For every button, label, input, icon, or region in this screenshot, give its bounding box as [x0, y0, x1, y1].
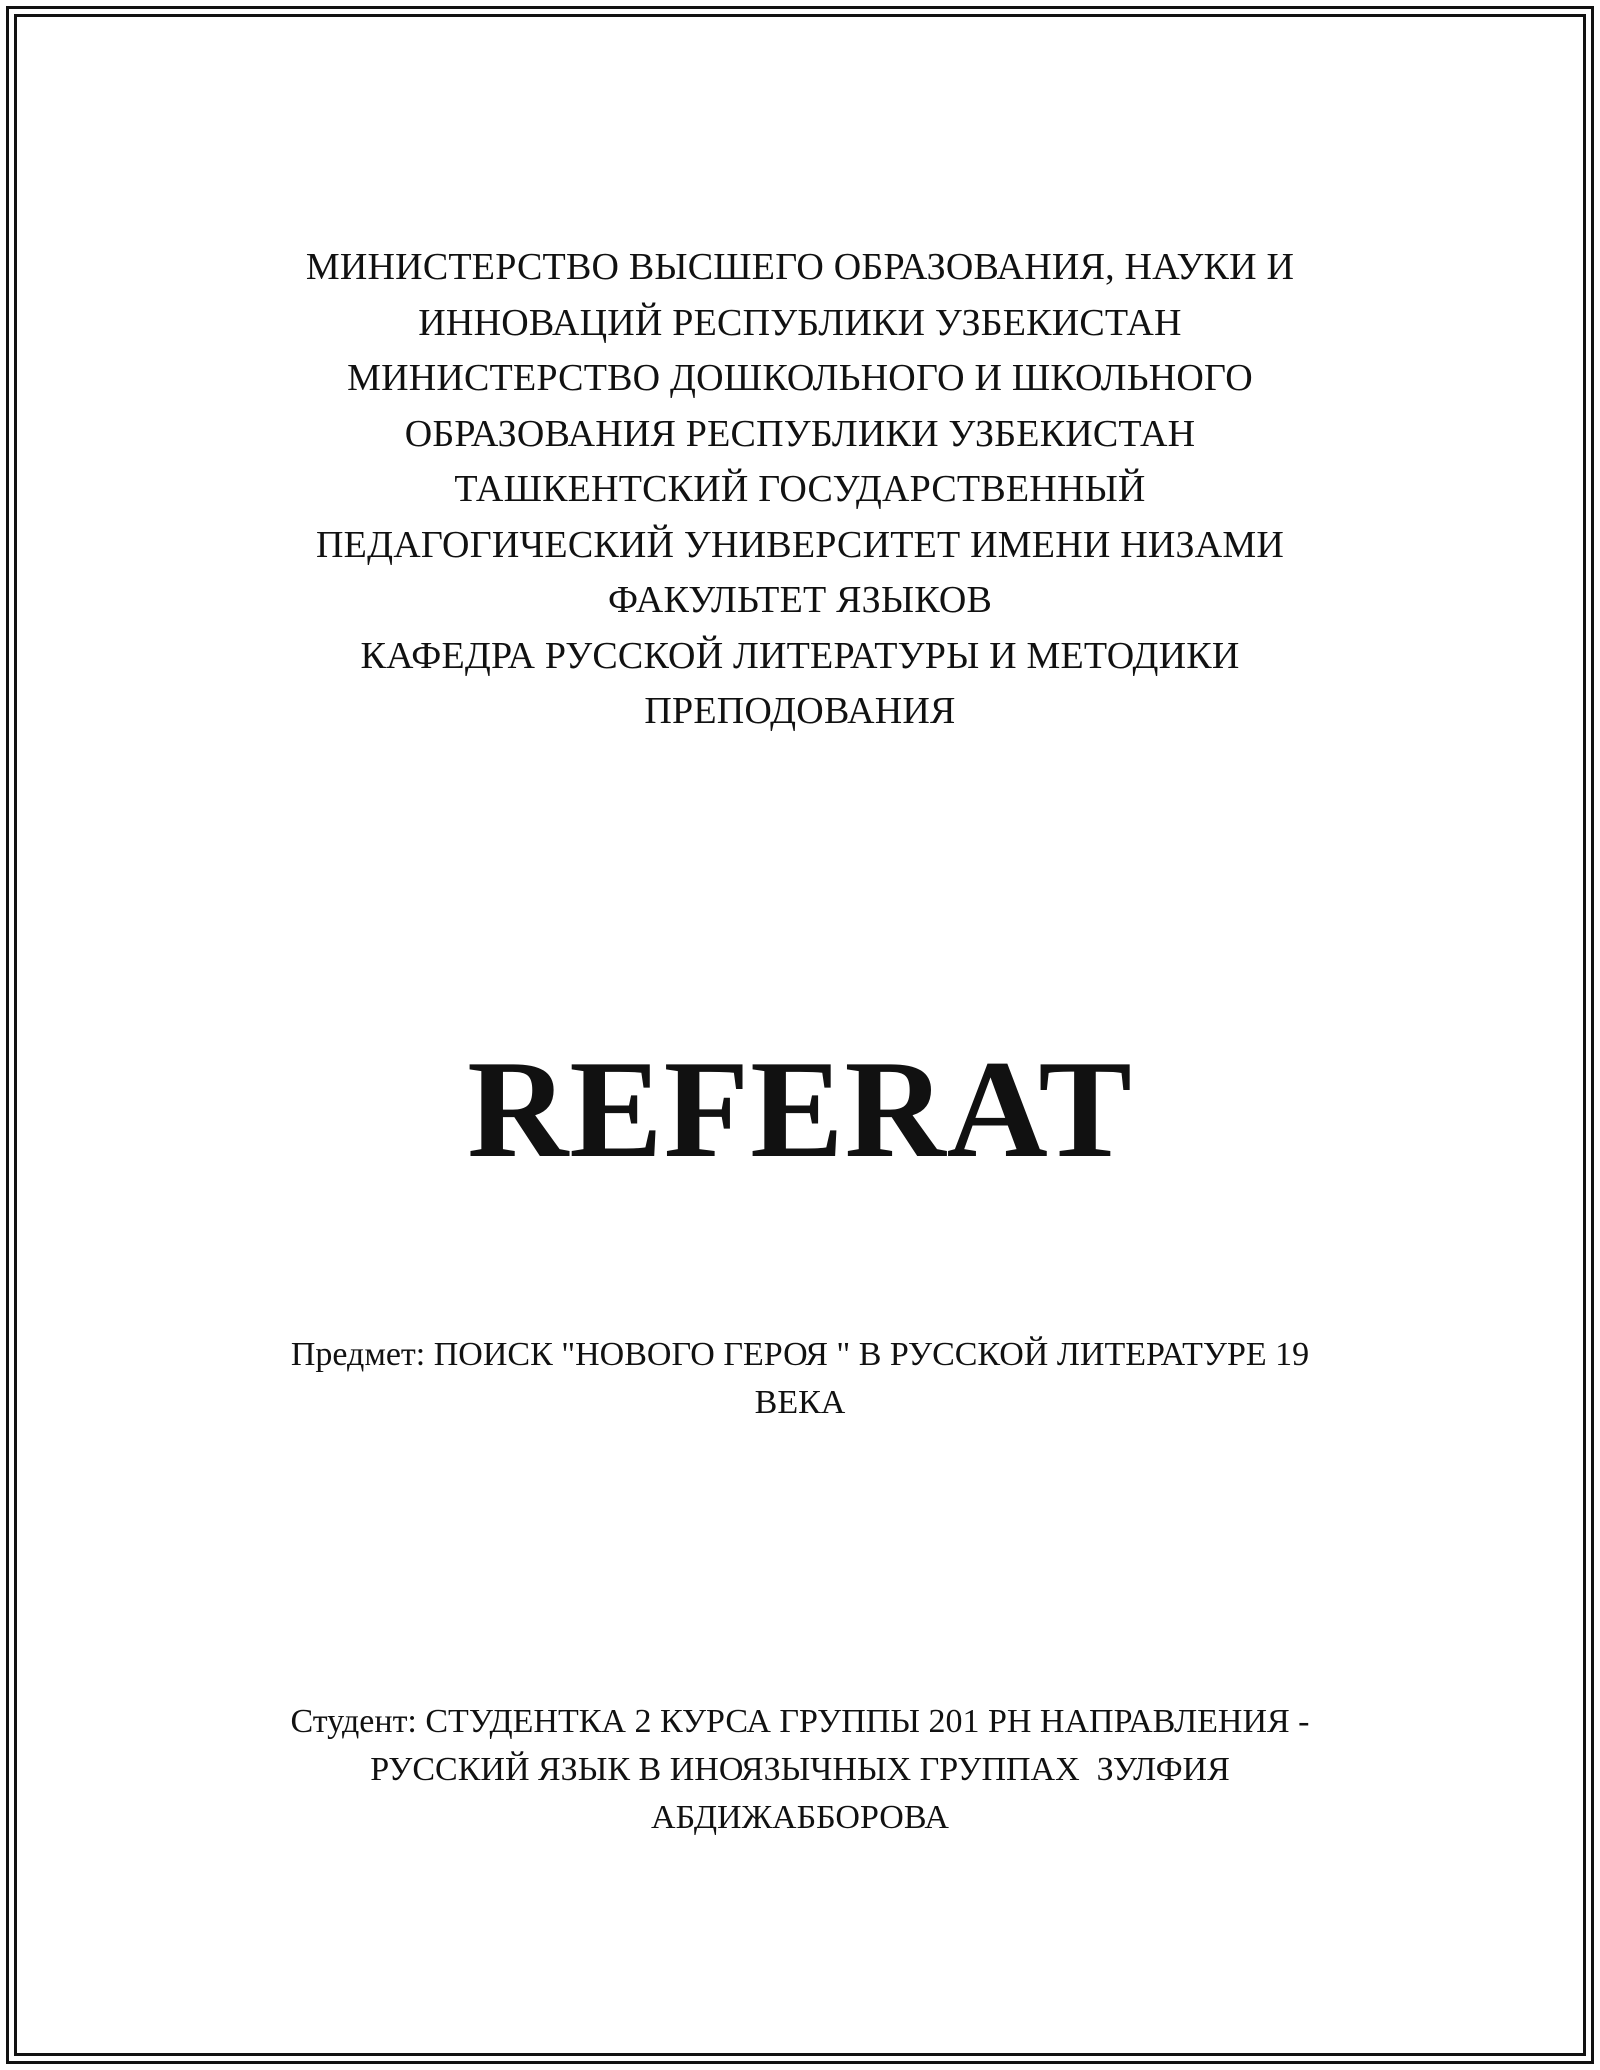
- subject-line: Предмет: ПОИСК "НОВОГО ГЕРОЯ " В РУССКОЙ ЛИТЕРАТУРЕ 19: [290, 1336, 1310, 1373]
- institution-header: [200, 240, 1400, 740]
- header-line: МИНИСТЕРСТВО ВЫСШЕГО ОБРАЗОВАНИЯ, НАУКИ И: [305, 246, 1295, 288]
- header-line: КАФЕДРА РУССКОЙ ЛИТЕРАТУРЫ И МЕТОДИКИ: [360, 634, 1240, 677]
- header-line: ТАШКЕНТСКИЙ ГОСУДАРСТВЕННЫЙ: [454, 468, 1146, 510]
- subject-block: [200, 1331, 1400, 1427]
- student-line: АБДИЖАББОРОВА: [651, 1799, 949, 1836]
- header-line: ПРЕПОДОВАНИЯ: [644, 690, 956, 732]
- student-line: РУССКИЙ ЯЗЫК В ИНОЯЗЫЧНЫХ ГРУППАХ ЗУЛФИЯ: [370, 1751, 1230, 1788]
- header-line: ИННОВАЦИЙ РЕСПУБЛИКИ УЗБЕКИСТАН: [418, 301, 1182, 344]
- header-line: ОБРАЗОВАНИЯ РЕСПУБЛИКИ УЗБЕКИСТАН: [404, 412, 1196, 455]
- subject-line: ВЕКА: [754, 1384, 846, 1421]
- header-line: МИНИСТЕРСТВО ДОШКОЛЬНОГО И ШКОЛЬНОГО: [347, 357, 1253, 399]
- student-line: Студент: СТУДЕНТКА 2 КУРСА ГРУППЫ 201 РН НАПРАВЛЕНИЯ -: [290, 1703, 1310, 1740]
- header-line: ПЕДАГОГИЧЕСКИЙ УНИВЕРСИТЕТ ИМЕНИ НИЗАМИ: [316, 523, 1284, 566]
- header-line: ФАКУЛЬТЕТ ЯЗЫКОВ: [607, 579, 993, 621]
- student-block: [200, 1698, 1400, 1842]
- document-title: REFERAT: [467, 1032, 1133, 1187]
